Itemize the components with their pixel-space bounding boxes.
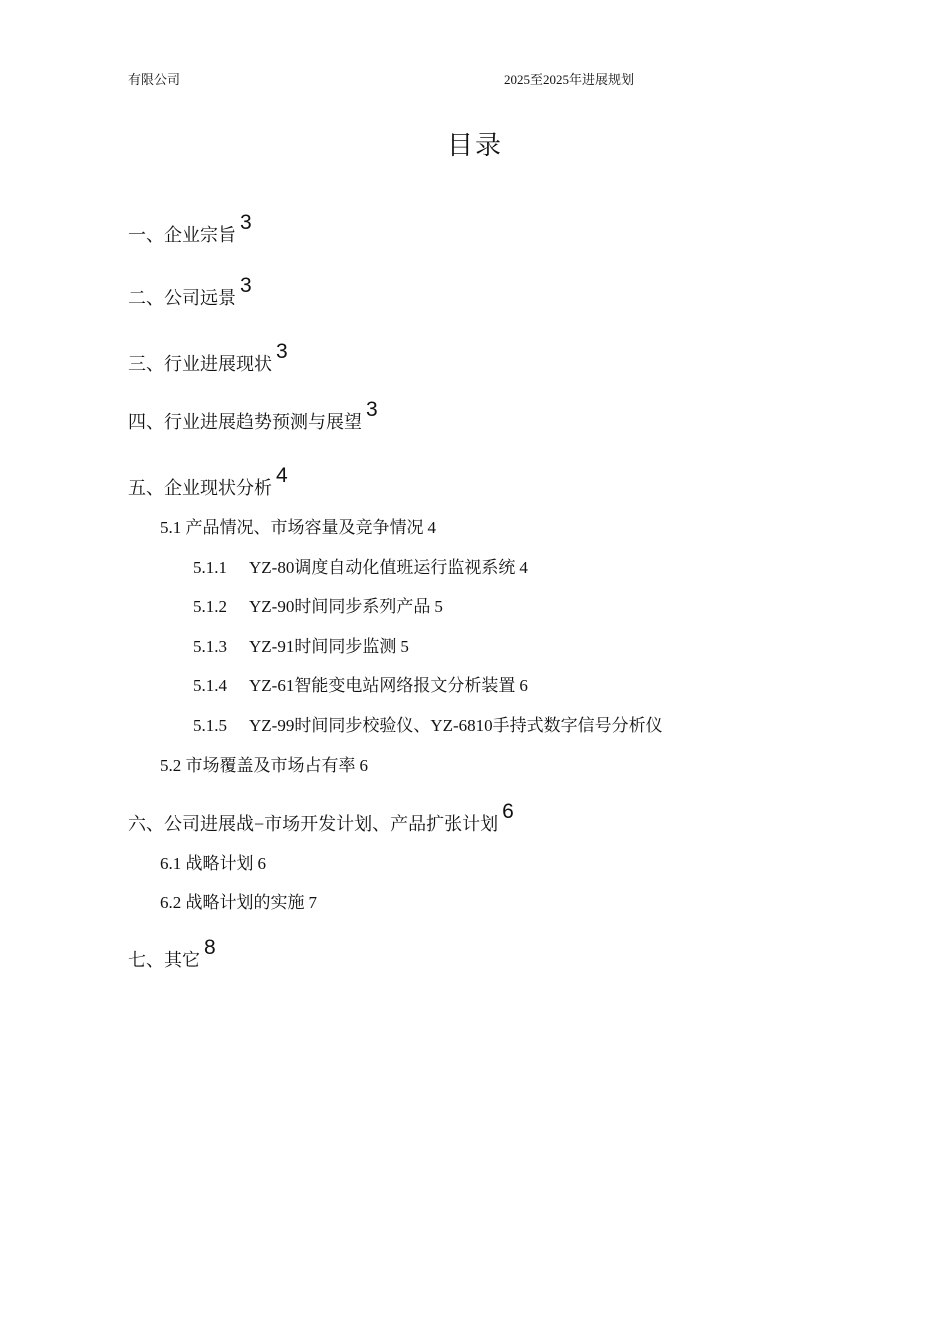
toc-entry-5-1-5[interactable]	[193, 715, 663, 737]
toc-entry-label: 七、其它	[128, 950, 200, 970]
page-title: 目录	[446, 131, 503, 160]
toc-entry-5[interactable]	[128, 464, 288, 499]
toc-entry-label: 六、公司进展战−市场开发计划、产品扩张计划	[128, 814, 499, 834]
toc-entry-number: 5.1.2	[193, 597, 227, 616]
toc-page-number: 5	[434, 597, 443, 616]
toc-page-number: 3	[240, 211, 252, 234]
toc-entry-number: 5.1.5	[193, 716, 227, 735]
toc-entry-label: 一、企业宗旨	[128, 225, 236, 245]
toc-entry-label: YZ-90时间同步系列产品	[249, 597, 431, 616]
toc-page-number: 8	[204, 936, 216, 959]
toc-entry-label: 三、行业进展现状	[128, 354, 272, 374]
toc-entry-6-2[interactable]	[160, 892, 317, 914]
toc-entry-label: 6.1 战略计划	[160, 854, 254, 873]
toc-entry-label: YZ-80调度自动化值班运行监视系统	[249, 558, 516, 577]
toc-entry-label: 5.2 市场覆盖及市场占有率	[160, 756, 356, 775]
toc-entry-5-1-4[interactable]	[193, 675, 528, 697]
toc-entry-3[interactable]	[128, 340, 288, 375]
toc-entry-label: YZ-99时间同步校验仪、YZ-6810手持式数字信号分析仪	[249, 716, 663, 735]
toc-page-number: 3	[276, 340, 288, 363]
toc-entry-number: 5.1.3	[193, 637, 227, 656]
toc-entry-5-1-1[interactable]	[193, 557, 528, 579]
toc-page-number: 4	[519, 558, 528, 577]
header-plan-title: 2025至2025年进展规划	[504, 72, 635, 87]
toc-page-number: 3	[366, 398, 378, 421]
toc-entry-number: 5.1.4	[193, 676, 227, 695]
toc-entry-5-1-3[interactable]	[193, 636, 409, 658]
toc-page-number: 3	[240, 274, 252, 297]
toc-entry-6[interactable]	[128, 800, 514, 835]
toc-entry-label: YZ-91时间同步监测	[249, 637, 397, 656]
toc-entry-4[interactable]	[128, 398, 378, 433]
toc-page-number: 4	[427, 518, 436, 537]
toc-entry-1[interactable]	[128, 211, 252, 246]
toc-page-number: 5	[400, 637, 409, 656]
toc-entry-label: 6.2 战略计划的实施	[160, 893, 305, 912]
toc-page-number: 6	[502, 800, 514, 823]
toc-entry-5-1-2[interactable]	[193, 596, 443, 618]
toc-page-number: 6	[359, 756, 368, 775]
header-company: 有限公司	[128, 72, 181, 87]
toc-page-number: 6	[257, 854, 266, 873]
toc-entry-label: YZ-61智能变电站网络报文分析装置	[249, 676, 516, 695]
toc-entry-5-1[interactable]	[160, 517, 436, 539]
toc-page-number: 6	[519, 676, 528, 695]
toc-entry-label: 四、行业进展趋势预测与展望	[128, 412, 362, 432]
toc-entry-7[interactable]	[128, 936, 216, 971]
toc-entry-label: 5.1 产品情况、市场容量及竞争情况	[160, 518, 424, 537]
toc-entry-5-2[interactable]	[160, 755, 368, 777]
toc-entry-label: 二、公司远景	[128, 288, 236, 308]
toc-entry-6-1[interactable]	[160, 853, 266, 875]
toc-entry-label: 五、企业现状分析	[128, 478, 272, 498]
toc-entry-2[interactable]	[128, 274, 252, 309]
toc-page-number: 7	[308, 893, 317, 912]
toc-page-number: 4	[276, 464, 288, 487]
toc-entry-number: 5.1.1	[193, 558, 227, 577]
